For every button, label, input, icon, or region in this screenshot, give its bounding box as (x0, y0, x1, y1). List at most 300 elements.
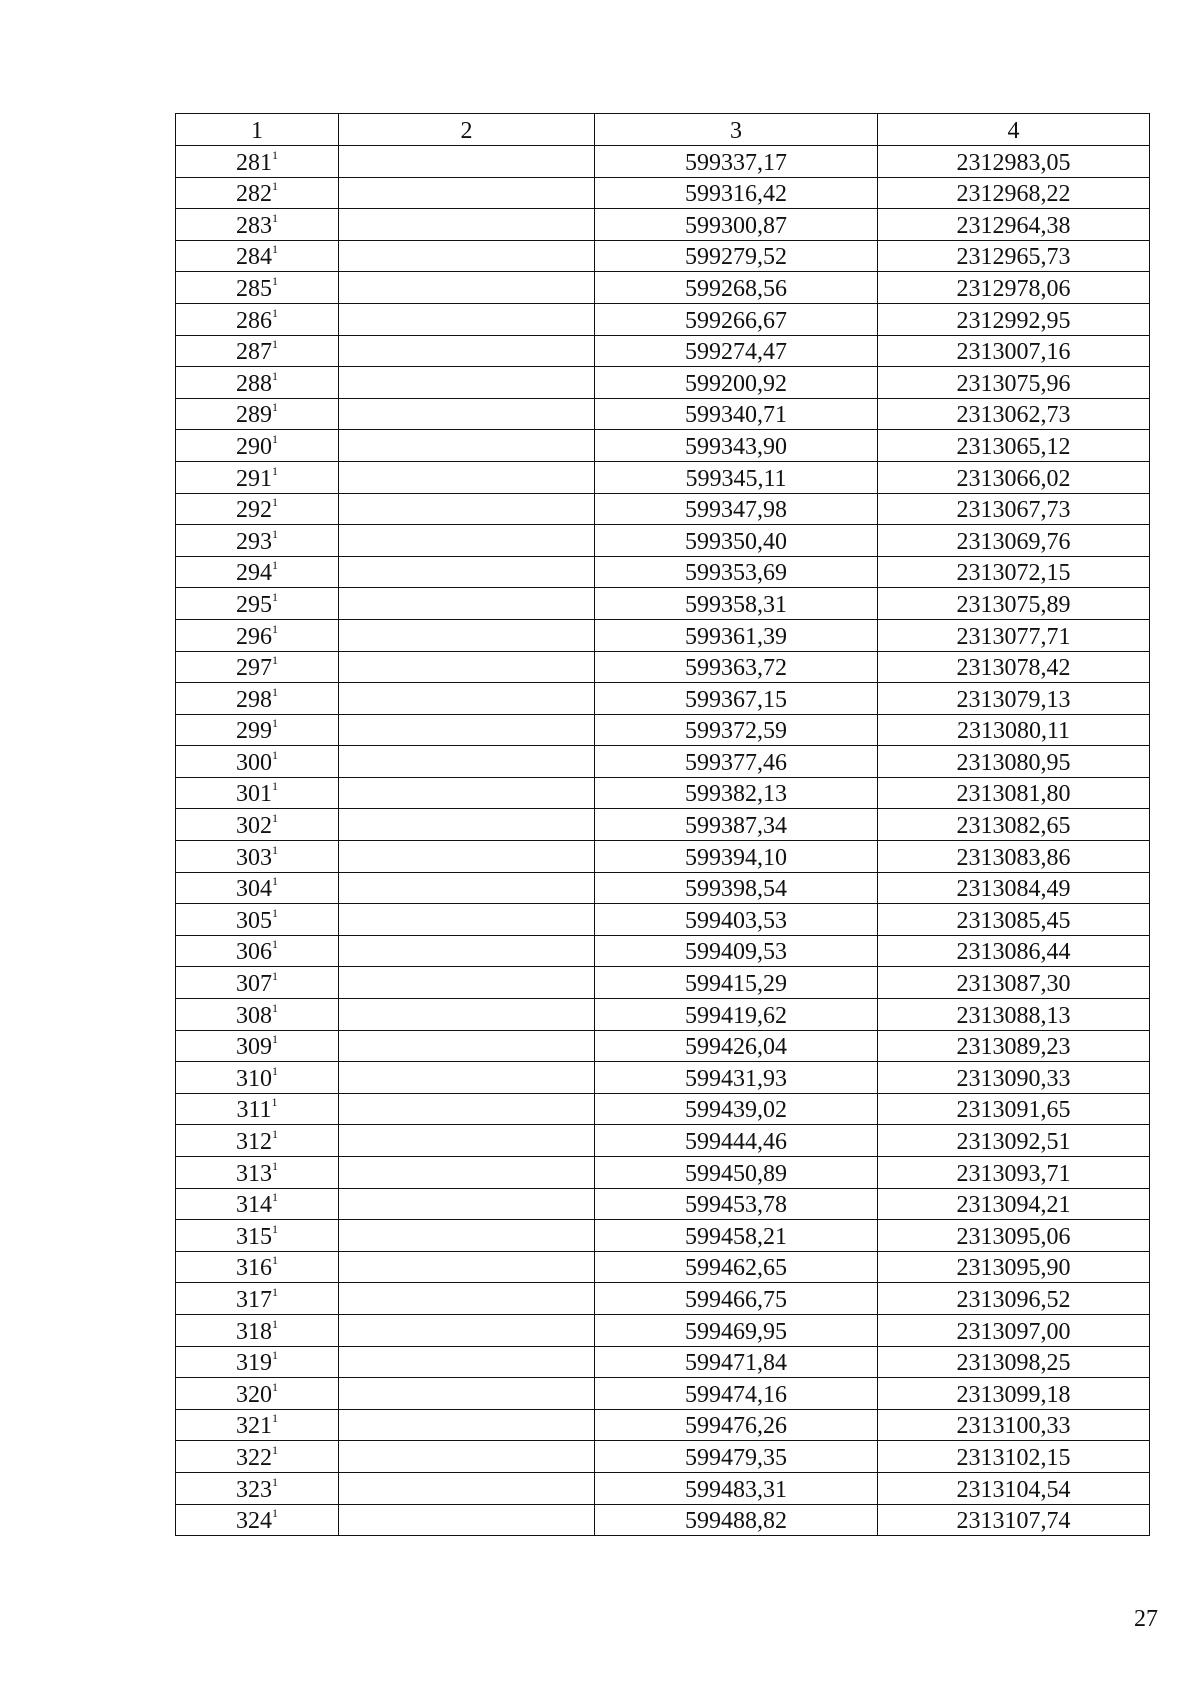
column-header-4: 4 (878, 114, 1150, 146)
point-number-superscript: 1 (272, 811, 278, 826)
point-number-superscript: 1 (272, 400, 278, 415)
point-number: 318 (236, 1318, 272, 1345)
x-coordinate-cell: 599347,98 (595, 493, 878, 525)
point-number: 305 (236, 907, 272, 934)
point-number-cell (176, 777, 339, 809)
x-coordinate-cell: 599426,04 (595, 1030, 878, 1062)
empty-cell (339, 146, 595, 178)
point-number-superscript: 1 (272, 431, 278, 446)
y-coordinate-cell: 2313094,21 (878, 1188, 1150, 1220)
point-number-cell (176, 398, 339, 430)
point-number: 315 (236, 1223, 272, 1250)
point-number: 307 (236, 971, 272, 998)
point-number: 310 (236, 1065, 272, 1092)
point-number: 298 (236, 686, 272, 713)
table-row (176, 1030, 1150, 1062)
empty-cell (339, 1441, 595, 1473)
point-number: 302 (236, 813, 272, 840)
point-number-cell (176, 1062, 339, 1094)
point-number-superscript: 1 (272, 1127, 278, 1141)
point-number-cell (176, 1346, 339, 1378)
table-row (176, 461, 1150, 493)
point-number: 283 (236, 212, 272, 239)
column-header-3: 3 (595, 114, 878, 146)
y-coordinate-cell: 2312983,05 (878, 146, 1150, 178)
point-number: 311 (236, 1097, 272, 1124)
point-number-cell (176, 146, 339, 178)
point-number: 292 (236, 497, 272, 524)
point-number: 320 (236, 1381, 272, 1408)
empty-cell (339, 1062, 595, 1094)
point-number-superscript: 1 (272, 653, 278, 668)
point-number-cell (176, 1441, 339, 1473)
y-coordinate-cell: 2313080,95 (878, 746, 1150, 778)
point-number-superscript: 1 (272, 526, 278, 541)
y-coordinate-cell: 2313066,02 (878, 461, 1150, 493)
table-row (176, 1093, 1150, 1125)
table-row (176, 714, 1150, 746)
x-coordinate-cell: 599476,26 (595, 1409, 878, 1441)
point-number-cell (176, 1472, 339, 1504)
empty-cell (339, 430, 595, 462)
point-number: 322 (236, 1444, 272, 1471)
point-number-cell (176, 209, 339, 241)
x-coordinate-cell: 599361,39 (595, 619, 878, 651)
point-number-cell (176, 177, 339, 209)
y-coordinate-cell: 2313102,15 (878, 1441, 1150, 1473)
x-coordinate-cell: 599453,78 (595, 1188, 878, 1220)
point-number-cell (176, 1504, 339, 1536)
point-number-cell (176, 904, 339, 936)
empty-cell (339, 1093, 595, 1125)
point-number-cell (176, 525, 339, 557)
table-row (176, 240, 1150, 272)
point-number-cell (176, 272, 339, 304)
point-number-superscript: 1 (272, 621, 278, 636)
empty-cell (339, 651, 595, 683)
point-number-superscript: 1 (272, 1190, 278, 1205)
y-coordinate-cell: 2313099,18 (878, 1378, 1150, 1410)
table-row (176, 430, 1150, 462)
empty-cell (339, 303, 595, 335)
y-coordinate-cell: 2313069,76 (878, 525, 1150, 557)
point-number-cell (176, 367, 339, 399)
empty-cell (339, 1346, 595, 1378)
y-coordinate-cell: 2312965,73 (878, 240, 1150, 272)
point-number: 308 (236, 1002, 272, 1029)
x-coordinate-cell: 599345,11 (595, 461, 878, 493)
point-number-cell (176, 240, 339, 272)
y-coordinate-cell: 2313100,33 (878, 1409, 1150, 1441)
x-coordinate-cell: 599343,90 (595, 430, 878, 462)
empty-cell (339, 177, 595, 209)
point-number: 288 (236, 370, 272, 397)
point-number: 290 (236, 433, 272, 460)
x-coordinate-cell: 599337,17 (595, 146, 878, 178)
empty-cell (339, 1125, 595, 1157)
point-number-cell (176, 1030, 339, 1062)
x-coordinate-cell: 599479,35 (595, 1441, 878, 1473)
point-number-cell (176, 1251, 339, 1283)
empty-cell (339, 240, 595, 272)
table-row (176, 272, 1150, 304)
point-number-superscript: 1 (272, 589, 278, 604)
x-coordinate-cell: 599268,56 (595, 272, 878, 304)
point-number: 281 (236, 149, 272, 176)
x-coordinate-cell: 599483,31 (595, 1472, 878, 1504)
point-number: 309 (236, 1034, 272, 1061)
point-number-cell (176, 935, 339, 967)
table-row (176, 1062, 1150, 1094)
y-coordinate-cell: 2313095,06 (878, 1220, 1150, 1252)
empty-cell (339, 714, 595, 746)
point-number-cell (176, 714, 339, 746)
table-row (176, 651, 1150, 683)
x-coordinate-cell: 599266,67 (595, 303, 878, 335)
empty-cell (339, 1409, 595, 1441)
point-number-superscript: 1 (272, 1316, 278, 1331)
y-coordinate-cell: 2313079,13 (878, 683, 1150, 715)
point-number-cell (176, 1125, 339, 1157)
empty-cell (339, 493, 595, 525)
x-coordinate-cell: 599409,53 (595, 935, 878, 967)
y-coordinate-cell: 2313087,30 (878, 967, 1150, 999)
x-coordinate-cell: 599462,65 (595, 1251, 878, 1283)
point-number-superscript: 1 (272, 558, 278, 573)
empty-cell (339, 1283, 595, 1315)
table-row (176, 1125, 1150, 1157)
point-number: 316 (236, 1255, 272, 1282)
empty-cell (339, 872, 595, 904)
point-number-cell (176, 809, 339, 841)
point-number-cell (176, 430, 339, 462)
point-number-cell (176, 335, 339, 367)
table-row (176, 999, 1150, 1031)
empty-cell (339, 935, 595, 967)
table-row (176, 746, 1150, 778)
point-number-superscript: 1 (272, 747, 278, 762)
point-number-cell (176, 967, 339, 999)
x-coordinate-cell: 599387,34 (595, 809, 878, 841)
point-number: 321 (236, 1413, 272, 1440)
point-number: 285 (236, 275, 272, 302)
x-coordinate-cell: 599415,29 (595, 967, 878, 999)
point-number-cell (176, 303, 339, 335)
table-row (176, 493, 1150, 525)
point-number-cell (176, 1220, 339, 1252)
empty-cell (339, 556, 595, 588)
x-coordinate-cell: 599469,95 (595, 1314, 878, 1346)
point-number-cell (176, 588, 339, 620)
y-coordinate-cell: 2313097,00 (878, 1314, 1150, 1346)
point-number-superscript: 1 (272, 842, 278, 857)
table-row (176, 367, 1150, 399)
point-number-superscript: 1 (272, 179, 278, 194)
x-coordinate-cell: 599358,31 (595, 588, 878, 620)
x-coordinate-cell: 599419,62 (595, 999, 878, 1031)
table-row (176, 1504, 1150, 1536)
x-coordinate-cell: 599431,93 (595, 1062, 878, 1094)
point-number: 289 (236, 402, 272, 429)
table-row (176, 177, 1150, 209)
point-number-cell (176, 1093, 339, 1125)
point-number-cell (176, 841, 339, 873)
table-row (176, 872, 1150, 904)
x-coordinate-cell: 599367,15 (595, 683, 878, 715)
y-coordinate-cell: 2313090,33 (878, 1062, 1150, 1094)
point-number: 306 (236, 939, 272, 966)
y-coordinate-cell: 2313086,44 (878, 935, 1150, 967)
table-row (176, 809, 1150, 841)
x-coordinate-cell: 599474,16 (595, 1378, 878, 1410)
point-number-superscript: 1 (272, 1032, 278, 1047)
empty-cell (339, 777, 595, 809)
empty-cell (339, 588, 595, 620)
table-row (176, 209, 1150, 241)
x-coordinate-cell: 599350,40 (595, 525, 878, 557)
point-number-superscript: 1 (272, 368, 278, 383)
column-header-1: 1 (176, 114, 339, 146)
y-coordinate-cell: 2313107,74 (878, 1504, 1150, 1536)
empty-cell (339, 398, 595, 430)
point-number: 287 (236, 339, 272, 366)
table-row (176, 556, 1150, 588)
point-number-superscript: 1 (272, 147, 278, 162)
table-row (176, 146, 1150, 178)
point-number-superscript: 1 (272, 874, 278, 889)
y-coordinate-cell: 2313089,23 (878, 1030, 1150, 1062)
empty-cell (339, 841, 595, 873)
y-coordinate-cell: 2313083,86 (878, 841, 1150, 873)
point-number: 291 (236, 465, 272, 492)
x-coordinate-cell: 599274,47 (595, 335, 878, 367)
point-number-superscript: 1 (272, 1253, 278, 1268)
empty-cell (339, 619, 595, 651)
empty-cell (339, 1504, 595, 1536)
point-number-cell (176, 872, 339, 904)
point-number-superscript: 1 (272, 1158, 278, 1173)
y-coordinate-cell: 2312978,06 (878, 272, 1150, 304)
point-number-cell (176, 1157, 339, 1189)
point-number-superscript: 1 (272, 1506, 278, 1521)
point-number-cell (176, 461, 339, 493)
x-coordinate-cell: 599471,84 (595, 1346, 878, 1378)
point-number-superscript: 1 (272, 1442, 278, 1457)
y-coordinate-cell: 2313082,65 (878, 809, 1150, 841)
point-number-cell (176, 999, 339, 1031)
point-number-cell (176, 556, 339, 588)
point-number-cell (176, 619, 339, 651)
table-row (176, 1220, 1150, 1252)
point-number: 313 (236, 1160, 272, 1187)
point-number: 300 (236, 749, 272, 776)
point-number-cell (176, 651, 339, 683)
x-coordinate-cell: 599394,10 (595, 841, 878, 873)
y-coordinate-cell: 2313075,89 (878, 588, 1150, 620)
empty-cell (339, 746, 595, 778)
point-number: 303 (236, 844, 272, 871)
y-coordinate-cell: 2313080,11 (878, 714, 1150, 746)
point-number-superscript: 1 (272, 1063, 278, 1078)
y-coordinate-cell: 2313067,73 (878, 493, 1150, 525)
y-coordinate-cell: 2313075,96 (878, 367, 1150, 399)
x-coordinate-cell: 599458,21 (595, 1220, 878, 1252)
y-coordinate-cell: 2313095,90 (878, 1251, 1150, 1283)
table-row (176, 1314, 1150, 1346)
point-number: 324 (236, 1508, 272, 1535)
x-coordinate-cell: 599398,54 (595, 872, 878, 904)
point-number: 319 (236, 1350, 272, 1377)
point-number-superscript: 1 (272, 495, 278, 510)
point-number-superscript: 1 (272, 937, 278, 952)
point-number-cell (176, 493, 339, 525)
empty-cell (339, 683, 595, 715)
table-row (176, 398, 1150, 430)
point-number-superscript: 1 (272, 1221, 278, 1236)
point-number-superscript: 1 (272, 1379, 278, 1394)
point-number-cell (176, 683, 339, 715)
table-row (176, 683, 1150, 715)
coordinates-table (175, 113, 1150, 1536)
empty-cell (339, 367, 595, 399)
empty-cell (339, 904, 595, 936)
table-row (176, 1251, 1150, 1283)
y-coordinate-cell: 2312968,22 (878, 177, 1150, 209)
table-row (176, 841, 1150, 873)
empty-cell (339, 461, 595, 493)
table-row (176, 335, 1150, 367)
x-coordinate-cell: 599200,92 (595, 367, 878, 399)
empty-cell (339, 1251, 595, 1283)
table-row (176, 967, 1150, 999)
y-coordinate-cell: 2313084,49 (878, 872, 1150, 904)
empty-cell (339, 1472, 595, 1504)
table-row (176, 935, 1150, 967)
y-coordinate-cell: 2313088,13 (878, 999, 1150, 1031)
y-coordinate-cell: 2313078,42 (878, 651, 1150, 683)
point-number: 282 (236, 181, 272, 208)
table-row (176, 904, 1150, 936)
x-coordinate-cell: 599439,02 (595, 1093, 878, 1125)
y-coordinate-cell: 2313081,80 (878, 777, 1150, 809)
point-number-cell (176, 1188, 339, 1220)
x-coordinate-cell: 599444,46 (595, 1125, 878, 1157)
x-coordinate-cell: 599372,59 (595, 714, 878, 746)
point-number-superscript: 1 (272, 463, 278, 478)
point-number-superscript: 1 (272, 905, 278, 920)
point-number-superscript: 1 (272, 684, 278, 699)
point-number-superscript: 1 (271, 1095, 278, 1110)
empty-cell (339, 525, 595, 557)
empty-cell (339, 999, 595, 1031)
point-number: 296 (236, 623, 272, 650)
y-coordinate-cell: 2313092,51 (878, 1125, 1150, 1157)
table-row (176, 1472, 1150, 1504)
table-row (176, 588, 1150, 620)
table-row (176, 619, 1150, 651)
empty-cell (339, 1314, 595, 1346)
x-coordinate-cell: 599353,69 (595, 556, 878, 588)
x-coordinate-cell: 599403,53 (595, 904, 878, 936)
table-row (176, 1283, 1150, 1315)
table-row (176, 303, 1150, 335)
table-row (176, 1346, 1150, 1378)
column-header-2: 2 (339, 114, 595, 146)
table-row (176, 1188, 1150, 1220)
point-number-cell (176, 746, 339, 778)
y-coordinate-cell: 2313077,71 (878, 619, 1150, 651)
empty-cell (339, 335, 595, 367)
table-row (176, 1157, 1150, 1189)
point-number: 295 (236, 591, 272, 618)
point-number: 312 (236, 1129, 272, 1155)
y-coordinate-cell: 2313065,12 (878, 430, 1150, 462)
empty-cell (339, 1030, 595, 1062)
table-row (176, 1441, 1150, 1473)
point-number-superscript: 1 (272, 273, 278, 288)
page-number: 27 (1134, 1606, 1158, 1632)
empty-cell (339, 967, 595, 999)
point-number: 286 (236, 307, 272, 334)
table-row (176, 777, 1150, 809)
empty-cell (339, 1188, 595, 1220)
point-number-superscript: 1 (272, 1000, 278, 1015)
point-number-cell (176, 1378, 339, 1410)
table-row (176, 525, 1150, 557)
y-coordinate-cell: 2313091,65 (878, 1093, 1150, 1125)
empty-cell (339, 1378, 595, 1410)
x-coordinate-cell: 599450,89 (595, 1157, 878, 1189)
y-coordinate-cell: 2313062,73 (878, 398, 1150, 430)
point-number-superscript: 1 (272, 969, 278, 984)
empty-cell (339, 1220, 595, 1252)
point-number-cell (176, 1283, 339, 1315)
point-number-superscript: 1 (272, 716, 278, 731)
point-number: 299 (236, 718, 272, 745)
x-coordinate-cell: 599488,82 (595, 1504, 878, 1536)
x-coordinate-cell: 599363,72 (595, 651, 878, 683)
point-number-superscript: 1 (272, 1284, 278, 1299)
x-coordinate-cell: 599377,46 (595, 746, 878, 778)
point-number: 323 (236, 1476, 272, 1503)
empty-cell (339, 809, 595, 841)
point-number: 304 (236, 876, 272, 903)
point-number: 314 (236, 1192, 272, 1219)
point-number-superscript: 1 (272, 1348, 278, 1363)
empty-cell (339, 272, 595, 304)
y-coordinate-cell: 2313096,52 (878, 1283, 1150, 1315)
point-number: 301 (236, 781, 272, 808)
x-coordinate-cell: 599466,75 (595, 1283, 878, 1315)
x-coordinate-cell: 599316,42 (595, 177, 878, 209)
point-number-cell (176, 1314, 339, 1346)
y-coordinate-cell: 2313085,45 (878, 904, 1150, 936)
y-coordinate-cell: 2313093,71 (878, 1157, 1150, 1189)
point-number-superscript: 1 (272, 210, 278, 225)
point-number-cell (176, 1409, 339, 1441)
y-coordinate-cell: 2313007,16 (878, 335, 1150, 367)
x-coordinate-cell: 599279,52 (595, 240, 878, 272)
empty-cell (339, 1157, 595, 1189)
point-number: 284 (236, 244, 272, 271)
point-number: 294 (236, 560, 272, 587)
empty-cell (339, 209, 595, 241)
point-number: 293 (236, 528, 272, 555)
point-number-superscript: 1 (272, 1411, 278, 1426)
table-row (176, 1378, 1150, 1410)
header-row (176, 114, 1150, 146)
y-coordinate-cell: 2312964,38 (878, 209, 1150, 241)
